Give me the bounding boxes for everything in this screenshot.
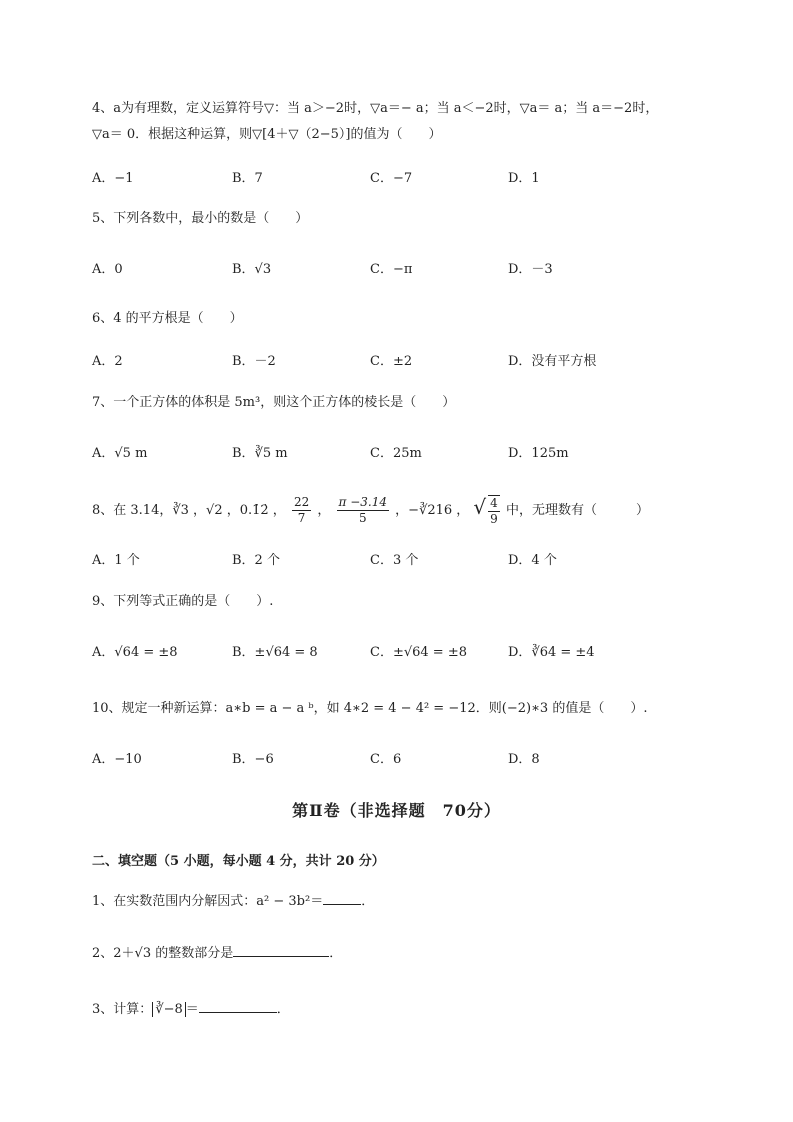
q10-option-c: C．6 xyxy=(370,752,402,767)
q4-line2: ▽a＝ 0．根据这种运算，则▽[4＋▽（2−5）]的值为（ ） xyxy=(92,127,442,142)
fill-q1-text: 1、在实数范围内分解因式：a² − 3b²＝ xyxy=(92,894,324,909)
q8-fraction-22-7 xyxy=(292,495,311,526)
q8-stem-suffix: 中，无理数有（ ） xyxy=(505,503,649,518)
fill-in-heading: 二、填空题（5 小题，每小题 4 分，共计 20 分） xyxy=(92,854,385,869)
q6-option-b: B．－2 xyxy=(232,354,276,369)
q8-stem-mid: ，−∛216 ， xyxy=(395,503,470,518)
fill-q2 xyxy=(92,944,342,963)
q8-frac2-denominator: 5 xyxy=(358,511,367,525)
fill-q3-equals: ＝ xyxy=(185,1002,199,1017)
q8-frac1-numerator: 22 xyxy=(293,495,310,509)
q7-option-d: D．125m xyxy=(508,446,569,461)
q4-option-b: B．7 xyxy=(232,171,263,186)
q8-fraction-pi xyxy=(337,495,389,526)
q5-option-b: B．√3 xyxy=(232,262,272,277)
fill-q2-answer-blank[interactable] xyxy=(233,944,329,957)
q10-stem: 10、规定一种新运算：a∗b = a − a ᵇ，如 4∗2 = 4 − 4² = −12．则(−2)∗3 的值是（ ）. xyxy=(92,701,648,716)
q4-option-a: A．−1 xyxy=(92,171,134,186)
q8-stem-prefix: 8、在 3.14，∛3 ，√2 ，0.1̇2̇ ， xyxy=(92,503,286,518)
q9-stem: 9、下列等式正确的是（ ）. xyxy=(92,594,274,609)
q4-options xyxy=(92,170,712,190)
q8-option-b: B．2 个 xyxy=(232,553,280,568)
q9-option-b: B．±√64 = 8 xyxy=(232,645,318,660)
q10-option-a: A．−10 xyxy=(92,752,142,767)
fill-q1 xyxy=(92,892,374,911)
fill-q3-answer-blank[interactable] xyxy=(199,1000,277,1013)
section-title: 第Ⅱ卷（非选择题 70分） xyxy=(292,801,501,820)
q7-option-b: B．∛5 m xyxy=(232,446,288,461)
q8-stem xyxy=(92,490,649,528)
q10-options xyxy=(92,751,712,771)
q8-fraction-4-9 xyxy=(488,495,500,527)
q6-stem: 6、4 的平方根是（ ） xyxy=(92,311,243,326)
q9-option-d: D．∛64 = ±4 xyxy=(508,645,595,660)
q8-comma: ， xyxy=(317,503,331,518)
q8-sqrt-sign: √ xyxy=(473,495,487,519)
q5-stem: 5、下列各数中，最小的数是（ ） xyxy=(92,211,309,226)
fill-q2-period: ． xyxy=(329,946,343,961)
q5-option-a: A．0 xyxy=(92,262,123,277)
fill-q1-period: ． xyxy=(361,894,375,909)
q7-option-c: C．25m xyxy=(370,446,422,461)
fill-q3 xyxy=(92,1000,290,1019)
q8-frac1-denominator: 7 xyxy=(297,511,306,525)
q8-option-a: A．1 个 xyxy=(92,553,140,568)
q7-option-a: A．√5 m xyxy=(92,446,148,461)
q5-option-c: C．−π xyxy=(370,262,413,277)
q5-options xyxy=(92,261,712,281)
q7-stem: 7、一个正方体的体积是 5m³，则这个正方体的棱长是（ ） xyxy=(92,395,456,410)
q6-option-c: C．±2 xyxy=(370,354,413,369)
fill-q1-answer-blank[interactable] xyxy=(323,892,361,905)
q9-option-c: C．±√64 = ±8 xyxy=(370,645,467,660)
q7-options xyxy=(92,445,712,465)
q10-option-b: B．−6 xyxy=(232,752,274,767)
q8-frac2-numerator: π −3.14 xyxy=(338,495,388,509)
fill-q3-text: 3、计算： xyxy=(92,1002,153,1017)
q8-options xyxy=(92,552,712,572)
q10-option-d: D．8 xyxy=(508,752,540,767)
q8-option-c: C．3 个 xyxy=(370,553,419,568)
q6-options xyxy=(92,353,712,373)
q8-frac3-denominator: 9 xyxy=(490,511,498,526)
q4-line1: 4、a为有理数，定义运算符号▽：当 a＞−2时，▽a＝− a；当 a＜−2时，▽a＝ a；当 a＝−2时， xyxy=(92,101,659,116)
fill-q3-abs-value: ∛−8 xyxy=(152,1002,185,1017)
q8-frac3-numerator: 4 xyxy=(490,495,498,510)
q4-option-d: D．1 xyxy=(508,171,540,186)
q6-option-a: A．2 xyxy=(92,354,123,369)
q6-option-d: D．没有平方根 xyxy=(508,354,597,369)
fill-q2-text: 2、2＋√3 的整数部分是 xyxy=(92,946,234,961)
q5-option-d: D．－3 xyxy=(508,262,553,277)
q4-option-c: C．−7 xyxy=(370,171,413,186)
q8-option-d: D．4 个 xyxy=(508,553,557,568)
q9-options xyxy=(92,644,712,664)
q9-option-a: A．√64 = ±8 xyxy=(92,645,178,660)
fill-q3-period: ． xyxy=(276,1002,290,1017)
